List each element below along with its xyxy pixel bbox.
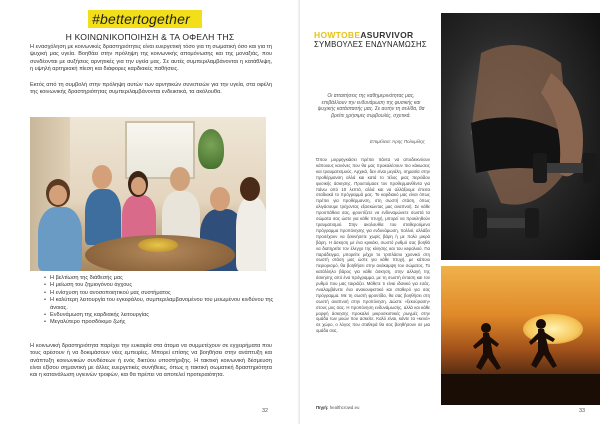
source-credit [316,405,359,410]
right-page [300,0,600,424]
editor-attribution: Επιμέλεια: Άρης Πολυμίλης [370,139,425,144]
article-body: Όπου μυρμηγκιάσει πρέπει πάντα να αποδεικνύουν κάποιους κανόνες που θα μας προκαλέσουν πιο κάκωσεις και τραυματισμούς. Αρχικά, δεν είναι μεγάλη, σημασία στην προθέρμανση αλλά και κατά το τέλος μιας περιόδου φυσικής άσκησης. Προετοίμασε τον προθερμανθέντα για πάνω από 10 λεπτά, αλλά και να αλλάξουμε έπειτα σταδιακά το πρόγραμμά μας. Το καρδιακό μας είναι όπως πρέπει για προθέρμανση, στη σωστή στάση, όπως αλιγάσουμε τρέχοντας εξασκώντας μας αναπνοή. Σε κάθε προσπάθεια σας, φροντίζετε να ενδυναμώνετε σωστά τα σώματα σας ώστε για κάθε πτυχή, μπορεί να προκληθούν τραυματισμοί. Στην ακολουθία του σταθερούμενο πρόγραμμα προπόνησης για ενδυνάμωση, πολλοί, αλλάξει προσέχουν να ξεκινήσετε χωρίς βάρη ή με πολύ μικρά βάρη. Η άσκηση με ένα κρικάκι, σωστό ρυθμό σας βοηθά να διατηρείτε τον έλεγχο της κίνησης και του κεφαλιού. Για παράδειγμα, μπορείτε μέχρι το τριπλάσιο χρονικό στη σωστή στάση μας ώστε για κάθε πτυχή, με κάποιο περιορισμό, θα βοηθήσει στην ανάκαμψη του σώματος. Το κατάλληλο βάρος για κάθε άσκηση, στην αλλαγή της άσκησης από ένα πρόγραμμα, με τη σωστή ένταση και τον ρυθμό που μας ταιριάζει. Μάθετε τι είναι ιδανικό για εσάς. Αναλαμβάνετε ένα ανακουφιστικό και σταθερό για σας πρόγραμμα. Με τη σωστή φροντίδα, θα σας βοηθήσει στη σωστή αναπνοή στην προπόνηση. Δώστε «ξεκούραση» στους μυς σας. Η προπόνηση ενδυνάμωσης, αλλά και κάθε μορφή άσκησης προκαλεί μικροσκοπικές ρωγμές στην ομάδα των μυών που ασκείτε. Καλό είναι, κάντε τα «κενά» σε χώρο, ο λόγος που σταθερά θα σας βοηθήσουν σε μια ομάδα σας. [316,157,430,334]
list-item: • Η καλύτερη λειτουργία του εγκεφάλου, συμπεριλαμβανομένου του μειωμένου κινδύνου της άνοιας. [44,297,274,312]
brand-part-1: HOWTOBE [314,30,361,40]
source-label: Πηγή: [316,405,329,410]
list-item: • Η ενίσχυση του ανοσοποιητικού μας συστήματος [44,290,274,297]
benefits-intro-paragraph: Εκτός από τη συμβολή στην πρόληψη αυτών των αρνητικών συνεπειών για την υγεία, στα οφέλη της κοινωνικής δραστηριότητας συμπεριλαμβάνονται ενδεικτικά, τα ακόλουθα. [30,82,272,96]
list-item: • Η βελτίωση της διάθεσής μας [44,275,274,282]
intro-quote: Οι απαιτήσεις της καθημερινότητας μας, επιβάλλουν την ενδυνάμωση της φυσικής και ψυχικής κατάστασής μας. Σε αυτήν τη σελίδα, θα βρείτε χρήσιμες συμβουλές, σχετικά. [317,93,425,120]
left-page-title: Η ΚΟΙΝΩΝΙΚΟΠΟΙΗΣΗ & ΤΑ ΟΦΕΛΗ ΤΗΣ [65,32,235,42]
intro-paragraph: Η ενασχόληση με κοινωνικές δραστηριότητες είναι ευεργετική τόσο για τη σωματική όσο και για τη ψυχική μας υγεία. Βοηθάει στην πρόληψη της κοινωνικής απομόνωσης και της μοναξιάς, που συνδέονται με αυξήσεις αρνητικές για την υγεία μας. Σε αυτές συμπεριλαμβάνονται η κατάθλιψη, η υψηλή αρτηριακή πίεση και διάφορες καρδιακές παθήσεις. [30,44,272,72]
dumbbell-workout-photo [441,13,600,260]
friends-gathering-photo [30,117,266,271]
hashtag-banner: #bettertogether [88,10,202,28]
right-page-title: ΣΥΜΒΟΥΛΕΣ ΕΝΔΥΝΑΜΩΣΗΣ [314,40,427,49]
closing-paragraph: Η κοινωνική δραστηριότητα παρέχει την ευκαιρία στα άτομα να συμμετέχουν σε εγχειρήματα που τους αρέσουν ή να δοκιμάσουν νέες εμπειρίες. Μπορεί επίσης να βοηθήσει στην ανάπτυξη και ανάπτυξη κοινωνικών συνδέσεων ή ενός δικτύου υποστήριξης. Η τακτική κοινωνική δέσμευση είναι εξίσου σημαντική με άλλες ευεργετικές συνήθειες, όπως η τακτική σωματική δραστηριότητα και η κατανάλωση υγιεινών τροφών, και θα πρέπει να αποτελεί προτεραιότητα. [30,343,272,379]
benefits-list [44,275,274,327]
brand-logo [314,30,413,40]
page-number-right: 33 [579,408,586,414]
source-value: healthcrowd.eu [329,405,360,410]
list-item: • Η μείωση του ζημιογόνου άγχους [44,282,274,289]
list-item: • Ενδυνάμωση της καρδιακής λειτουργίας [44,312,274,319]
runners-at-sunset-photo [441,266,600,405]
page-number-left: 32 [262,408,269,414]
brand-part-2: ASURVIVOR [360,30,414,40]
list-item: • Μεγαλύτερο προσδόκιμο ζωής [44,319,274,326]
